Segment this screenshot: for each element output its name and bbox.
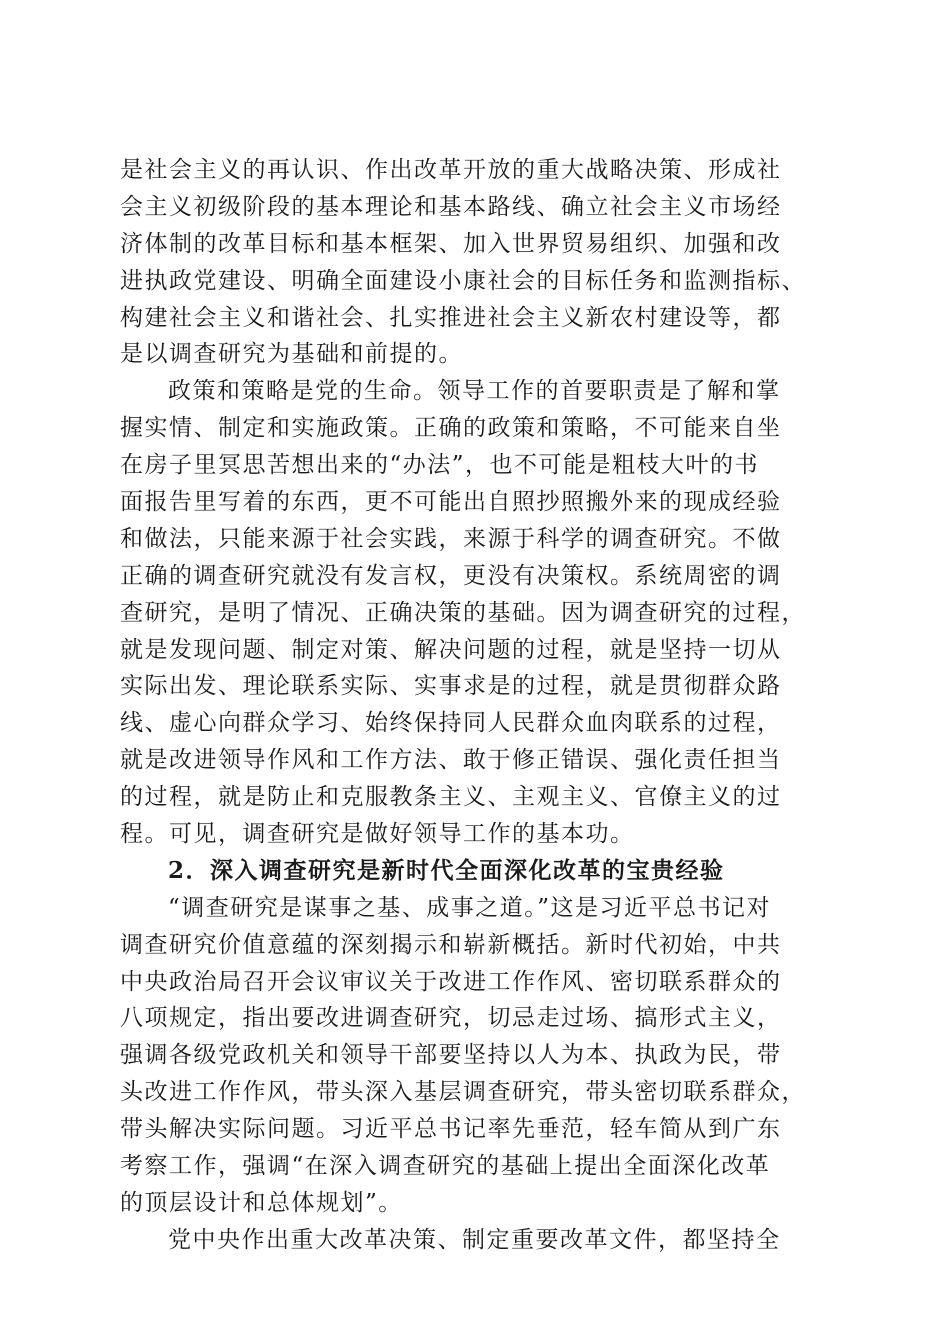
text-line: 带头解决实际问题。习近平总书记率先垂范，轻车简从到广东 <box>120 1116 782 1143</box>
text-line: 就是改进领导作风和工作方法、敢于修正错误、强化责任担当 <box>120 747 782 774</box>
section-heading: 2．深入调查研究是新时代全面深化改革的宝贵经验 <box>168 856 725 884</box>
text-line: 政策和策略是党的生命。领导工作的首要职责是了解和掌 <box>168 378 781 405</box>
text-line: 党中央作出重大改革决策、制定重要改革文件，都坚持全 <box>168 1226 781 1253</box>
text-line: 是社会主义的再认识、作出改革开放的重大战略决策、形成社 <box>120 157 782 183</box>
text-line: 线、虚心向群众学习、始终保持同人民群众血肉联系的过程， <box>120 710 782 737</box>
text-line: 在房子里冥思苦想出来的“办法”，也不可能是粗枝大叶的书 <box>120 452 760 479</box>
text-line: 头改进工作作风，带头深入基层调查研究，带头密切联系群众， <box>120 1079 806 1106</box>
text-line: 程。可见，调查研究是做好领导工作的基本功。 <box>120 821 635 848</box>
text-line: 握实情、制定和实施政策。正确的政策和策略，不可能来自坐 <box>120 415 782 442</box>
text-line: 的过程，就是防止和克服教条主义、主观主义、官僚主义的过 <box>120 784 782 811</box>
text-line: 构建社会主义和谐社会、扎实推进社会主义新农村建设等，都 <box>120 304 782 331</box>
text-line: 面报告里写着的东西，更不可能出自照抄照搬外来的现成经验 <box>120 489 782 516</box>
text-line: 和做法，只能来源于社会实践，来源于科学的调查研究。不做 <box>120 525 782 552</box>
text-line: 会主义初级阶段的基本理论和基本路线、确立社会主义市场经 <box>120 193 782 220</box>
text-line: 是以调查研究为基础和前提的。 <box>120 341 463 368</box>
text-line: 中央政治局召开会议审议关于改进工作作风、密切联系群众的 <box>120 968 782 995</box>
text-line: 济体制的改革目标和基本框架、加入世界贸易组织、加强和改 <box>120 230 782 257</box>
text-line: 强调各级党政机关和领导干部要坚持以人为本、执政为民，带 <box>120 1042 782 1069</box>
text-line: “调查研究是谋事之基、成事之道。”这是习近平总书记对 <box>168 894 772 921</box>
text-line: 查研究，是明了情况、正确决策的基础。因为调查研究的过程， <box>120 599 806 626</box>
text-line: 八项规定，指出要改进调查研究，切忌走过场、搞形式主义， <box>120 1005 782 1032</box>
text-line: 考察工作，强调“在深入调查研究的基础上提出全面深化改革 <box>120 1153 771 1180</box>
document-body <box>120 152 832 1259</box>
text-line: 调查研究价值意蕴的深刻揭示和崭新概括。新时代初始，中共 <box>120 931 782 958</box>
text-line: 实际出发、理论联系实际、实事求是的过程，就是贯彻群众路 <box>120 673 782 700</box>
text-line: 的顶层设计和总体规划”。 <box>120 1189 403 1216</box>
text-line: 正确的调查研究就没有发言权，更没有决策权。系统周密的调 <box>120 562 782 589</box>
text-line: 就是发现问题、制定对策、解决问题的过程，就是坚持一切从 <box>120 636 782 663</box>
text-line: 进执政党建设、明确全面建设小康社会的目标任务和监测指标、 <box>120 267 806 294</box>
